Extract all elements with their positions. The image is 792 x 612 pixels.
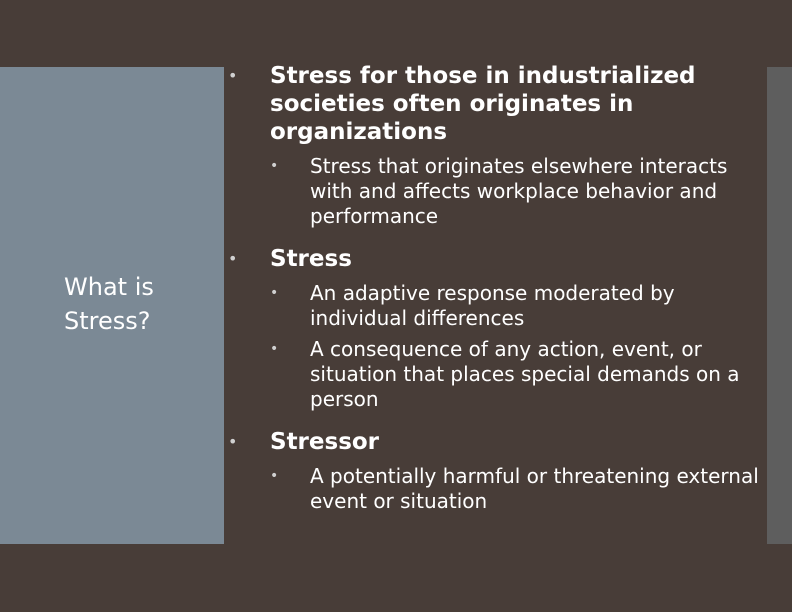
bullet-text: Stress	[270, 246, 352, 272]
sub-bullet-item	[228, 337, 760, 412]
bullet-item	[228, 428, 760, 456]
sub-bullet-text: Stress that originates elsewhere interacts with and affects workplace behavior and performance	[310, 154, 728, 228]
slide-title: What is Stress?	[64, 273, 154, 335]
bullet-icon: •	[228, 66, 238, 85]
sub-bullet-text: A consequence of any action, event, or situation that places special demands on a person	[310, 337, 740, 411]
bullet-list	[228, 62, 760, 514]
bullet-item	[228, 245, 760, 273]
bullet-text: Stressor	[270, 429, 380, 455]
sub-bullet-item	[228, 464, 760, 514]
right-accent-strip	[767, 67, 792, 544]
sub-bullet-text: A potentially harmful or threatening external event or situation	[310, 464, 759, 513]
bullet-icon: •	[270, 341, 279, 357]
bullet-icon: •	[228, 432, 238, 451]
bullet-icon: •	[270, 285, 279, 301]
bullet-item	[228, 62, 760, 146]
sub-bullet-item	[228, 154, 760, 229]
bullet-text: Stress for those in industrialized societies often originates in organizations	[270, 63, 696, 145]
bullet-icon: •	[270, 158, 279, 174]
sub-bullet-item	[228, 281, 760, 331]
sub-bullet-text: An adaptive response moderated by individual differences	[310, 281, 675, 330]
bullet-icon: •	[228, 249, 238, 268]
bullet-icon: •	[270, 468, 279, 484]
